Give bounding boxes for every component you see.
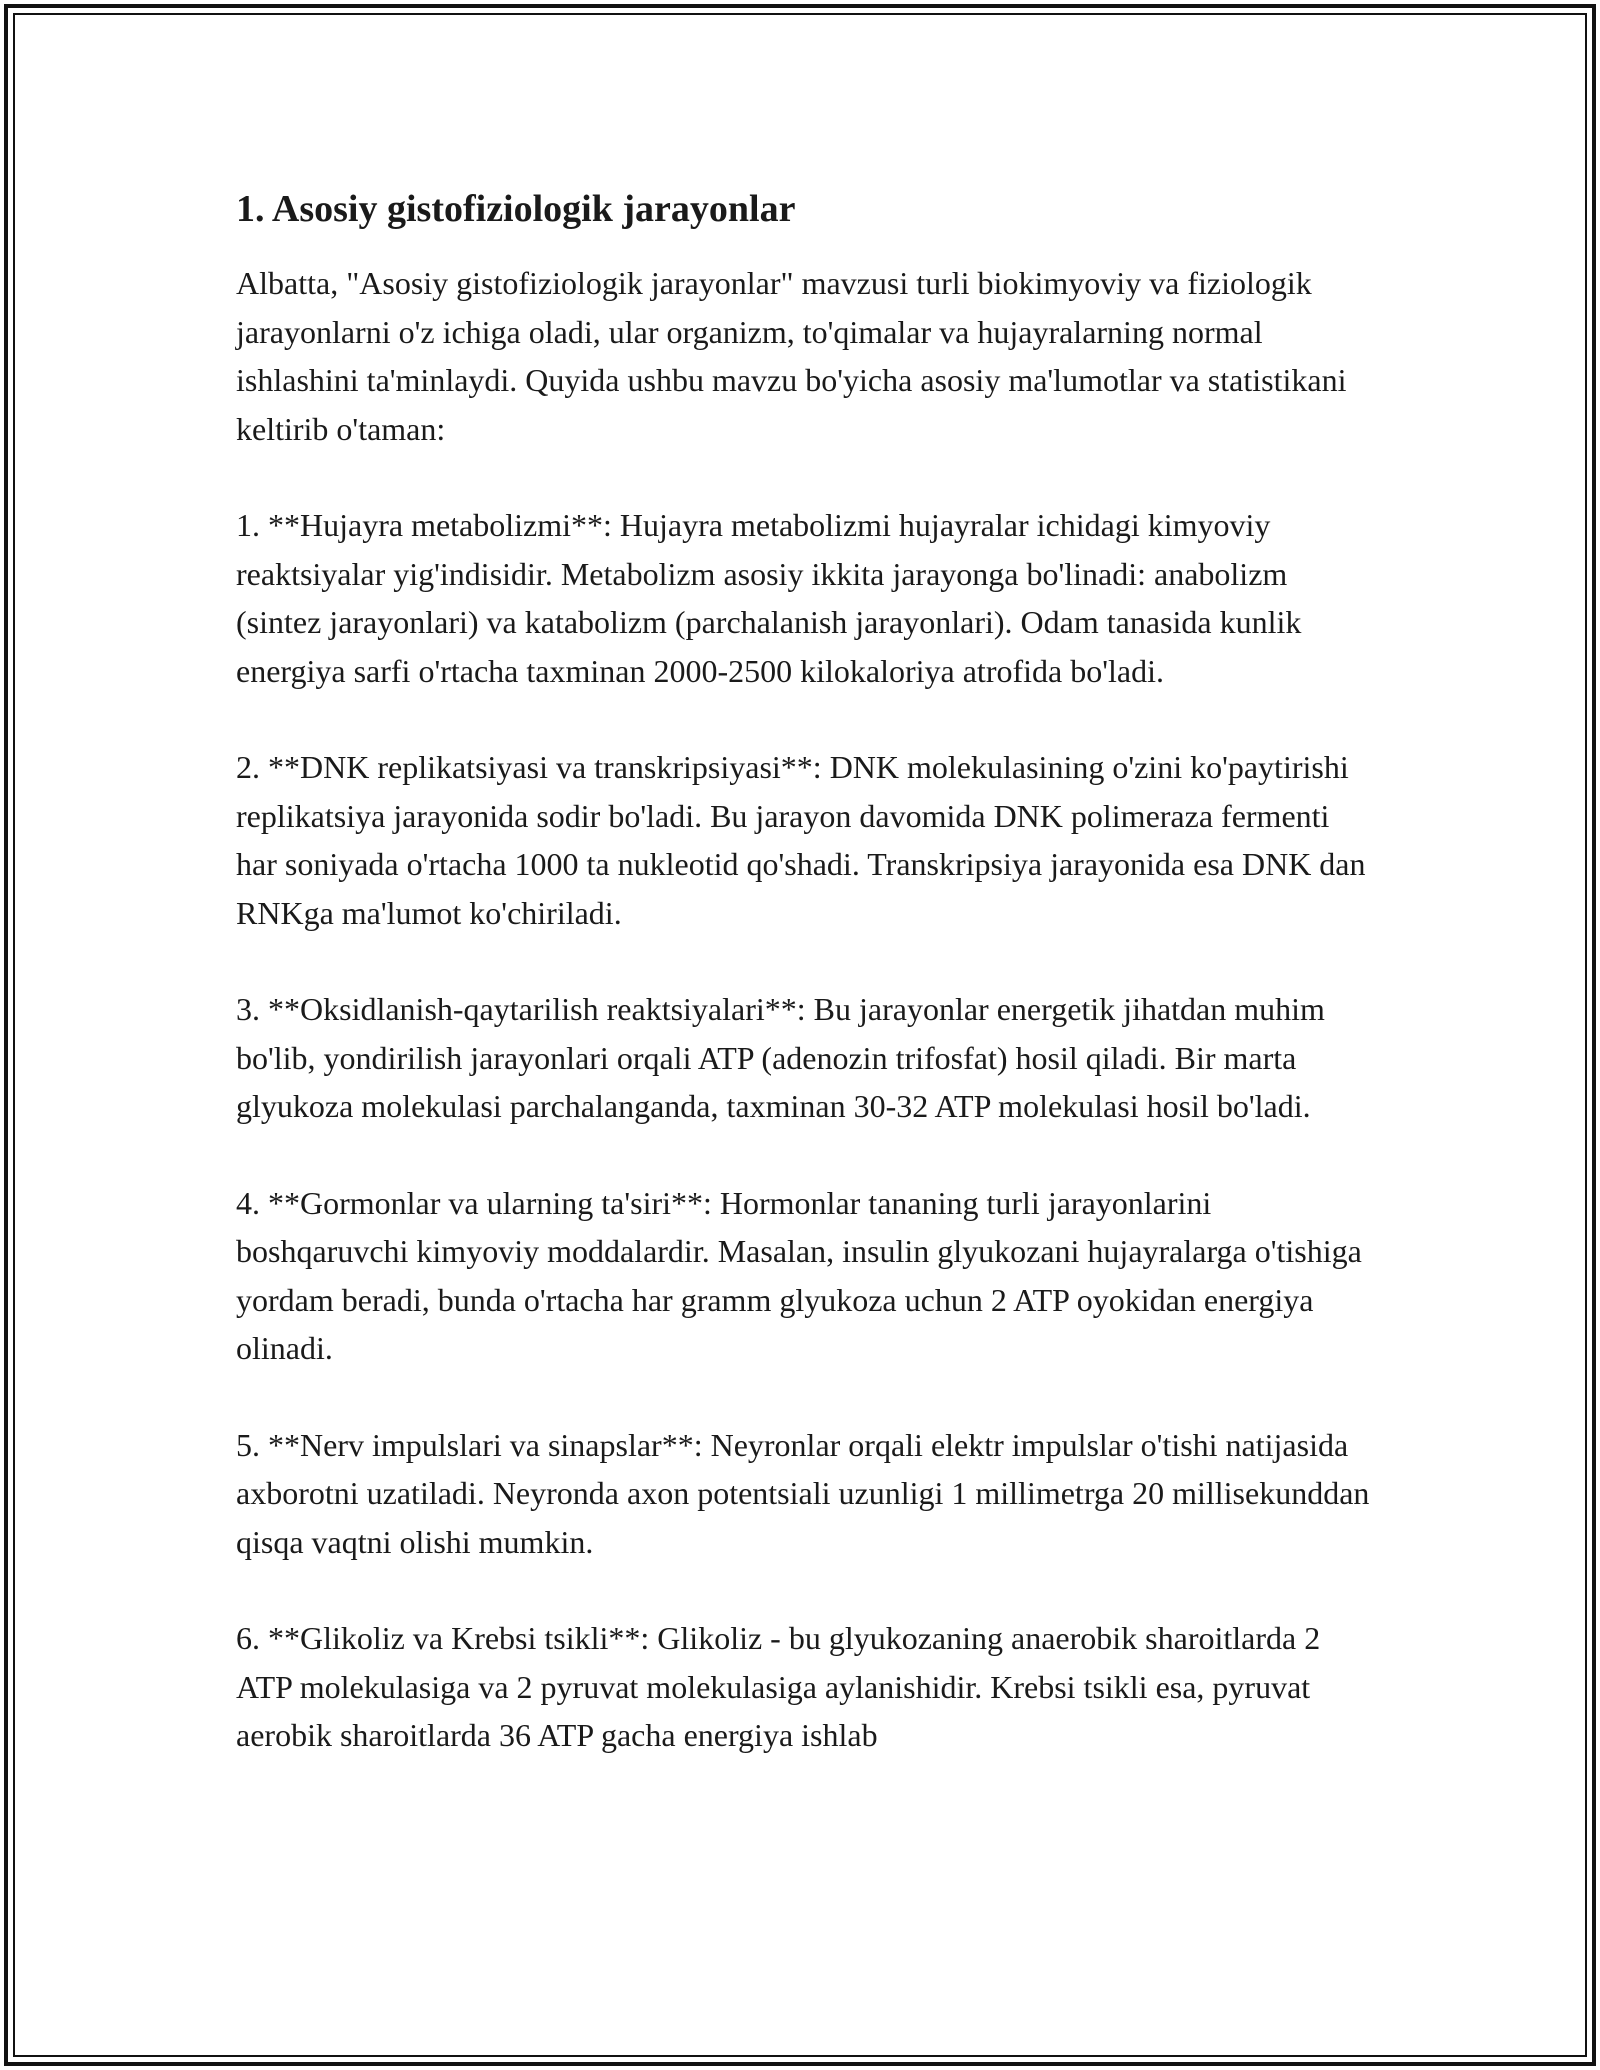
intro-paragraph: Albatta, "Asosiy gistofiziologik jarayonlar" mavzusi turli biokimyoviy va fiziologik jarayonlarni o'z ichiga oladi, ular organizm, to'qimalar va hujayralarning normal ishlashini ta'minlaydi. Quyida ushbu mavzu bo'yicha asosiy ma'lumotlar va statistikani keltirib o'taman: bbox=[236, 265, 1347, 447]
paragraph-hormones: 4. **Gormonlar va ularning ta'siri**: Hormonlar tananing turli jarayonlarini boshqaruvchi kimyoviy moddalardir. Masalan, insulin glyukozani hujayralarga o'tishiga yordam beradi, bunda o'rtacha har gramm glyukoza uchun 2 ATP oyokidan energiya olinadi. bbox=[236, 1184, 1362, 1366]
paragraph-cell-metabolism: 1. **Hujayra metabolizmi**: Hujayra metabolizmi hujayralar ichidagi kimyoviy reaktsiyalar yig'indisidir. Metabolizm asosiy ikkita jarayonga bo'linadi: anabolizm (sintez jarayonlari) va katabolizm (parchalanish jarayonlari). Odam tanasida kunlik energiya sarfi o'rtacha taxminan 2000-2500 kilokaloriya atrofida bo'ladi. bbox=[236, 507, 1302, 689]
paragraph-nerve-impulses: 5. **Nerv impulslari va sinapslar**: Neyronlar orqali elektr impulslar o'tishi natijasida axborotni uzatiladi. Neyronda axon potentsiali uzunligi 1 millimetrga 20 millisekunddan qisqa vaqtni olishi mumkin. bbox=[236, 1426, 1370, 1560]
paragraph-dna-replication: 2. **DNK replikatsiyasi va transkripsiyasi**: DNK molekulasining o'zini ko'paytirishi replikatsiya jarayonida sodir bo'ladi. Bu jarayon davomida DNK polimeraza fermenti har soniyada o'rtacha 1000 ta nukleotid qo'shadi. Transkripsiya jarayonida esa DNK dan RNKga ma'lumot ko'chiriladi. bbox=[236, 749, 1366, 931]
document-body bbox=[236, 185, 1376, 1808]
paragraph-glycolysis-krebs: 6. **Glikoliz va Krebsi tsikli**: Glikoliz - bu glyukozaning anaerobik sharoitlarda 2 ATP molekulasiga va 2 pyruvat molekulasiga aylanishidir. Krebsi tsikli esa, pyruvat aerobik sharoitlarda 36 ATP gacha energiya ishlab bbox=[236, 1620, 1321, 1753]
document-title: 1. Asosiy gistofiziologik jarayonlar bbox=[236, 188, 796, 230]
paragraph-redox-reactions: 3. **Oksidlanish-qaytarilish reaktsiyalari**: Bu jarayonlar energetik jihatdan muhim bo'lib, yondirilish jarayonlari orqali ATP (adenozin trifosfat) hosil qiladi. Bir marta glyukoza molekulasi parchalanganda, taxminan 30-32 ATP molekulasi hosil bo'ladi. bbox=[236, 991, 1325, 1124]
